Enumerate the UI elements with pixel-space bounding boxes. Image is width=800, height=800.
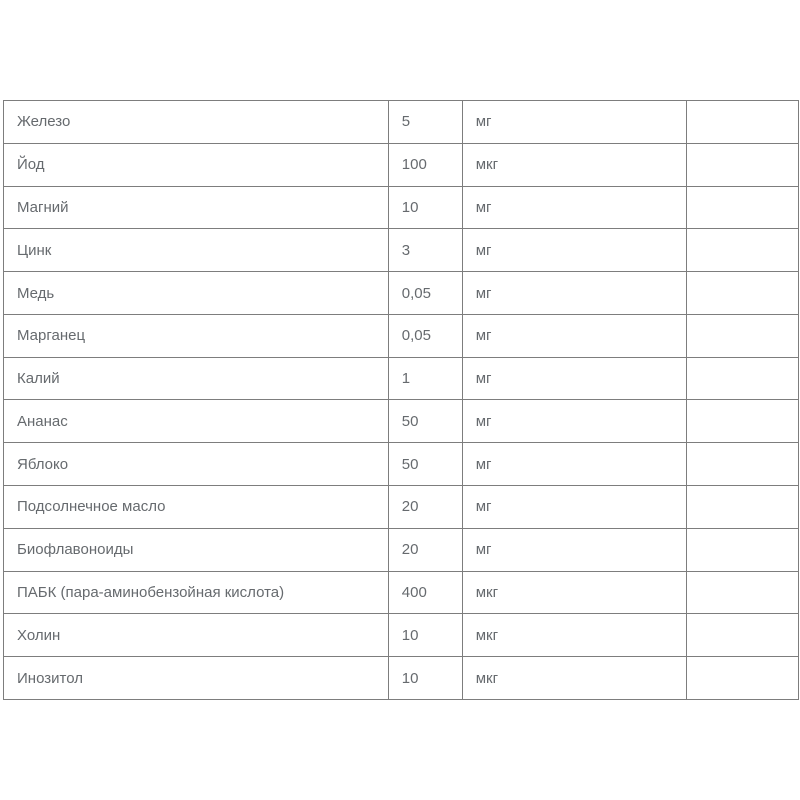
ingredient-name-cell: Магний	[4, 186, 389, 229]
ingredient-name-cell: Медь	[4, 272, 389, 315]
empty-cell	[686, 400, 798, 443]
nutrition-table-container	[3, 100, 799, 700]
unit-cell: мкг	[462, 571, 686, 614]
amount-cell: 5	[388, 101, 462, 144]
ingredient-name-cell: Йод	[4, 143, 389, 186]
ingredient-name-cell: Яблоко	[4, 443, 389, 486]
unit-cell: мг	[462, 186, 686, 229]
ingredient-name-cell: Биофлавоноиды	[4, 528, 389, 571]
empty-cell	[686, 357, 798, 400]
table-row	[4, 143, 799, 186]
unit-cell: мг	[462, 272, 686, 315]
ingredient-name-cell: Подсолнечное масло	[4, 486, 389, 529]
nutrition-table-body	[4, 101, 799, 700]
empty-cell	[686, 571, 798, 614]
ingredient-name-cell: Калий	[4, 357, 389, 400]
table-row	[4, 272, 799, 315]
amount-cell: 10	[388, 186, 462, 229]
unit-cell: мкг	[462, 614, 686, 657]
empty-cell	[686, 314, 798, 357]
ingredient-name-cell: Железо	[4, 101, 389, 144]
empty-cell	[686, 443, 798, 486]
ingredient-name-cell: Марганец	[4, 314, 389, 357]
amount-cell: 0,05	[388, 272, 462, 315]
empty-cell	[686, 614, 798, 657]
table-row	[4, 571, 799, 614]
table-row	[4, 400, 799, 443]
table-row	[4, 357, 799, 400]
ingredient-name-cell: Ананас	[4, 400, 389, 443]
empty-cell	[686, 143, 798, 186]
table-row	[4, 314, 799, 357]
unit-cell: мкг	[462, 657, 686, 700]
amount-cell: 400	[388, 571, 462, 614]
unit-cell: мг	[462, 528, 686, 571]
amount-cell: 20	[388, 528, 462, 571]
empty-cell	[686, 657, 798, 700]
amount-cell: 1	[388, 357, 462, 400]
nutrition-table	[3, 100, 799, 700]
unit-cell: мг	[462, 486, 686, 529]
table-row	[4, 657, 799, 700]
table-row	[4, 443, 799, 486]
amount-cell: 50	[388, 443, 462, 486]
ingredient-name-cell: Инозитол	[4, 657, 389, 700]
table-row	[4, 528, 799, 571]
empty-cell	[686, 186, 798, 229]
amount-cell: 20	[388, 486, 462, 529]
amount-cell: 3	[388, 229, 462, 272]
empty-cell	[686, 486, 798, 529]
table-row	[4, 614, 799, 657]
amount-cell: 50	[388, 400, 462, 443]
ingredient-name-cell: Цинк	[4, 229, 389, 272]
empty-cell	[686, 101, 798, 144]
unit-cell: мг	[462, 400, 686, 443]
ingredient-name-cell: ПАБК (пара-аминобензойная кислота)	[4, 571, 389, 614]
ingredient-name-cell: Холин	[4, 614, 389, 657]
unit-cell: мкг	[462, 143, 686, 186]
unit-cell: мг	[462, 443, 686, 486]
amount-cell: 10	[388, 657, 462, 700]
amount-cell: 0,05	[388, 314, 462, 357]
empty-cell	[686, 272, 798, 315]
empty-cell	[686, 229, 798, 272]
amount-cell: 100	[388, 143, 462, 186]
table-row	[4, 101, 799, 144]
amount-cell: 10	[388, 614, 462, 657]
unit-cell: мг	[462, 314, 686, 357]
table-row	[4, 486, 799, 529]
table-row	[4, 229, 799, 272]
unit-cell: мг	[462, 357, 686, 400]
unit-cell: мг	[462, 229, 686, 272]
table-row	[4, 186, 799, 229]
empty-cell	[686, 528, 798, 571]
unit-cell: мг	[462, 101, 686, 144]
